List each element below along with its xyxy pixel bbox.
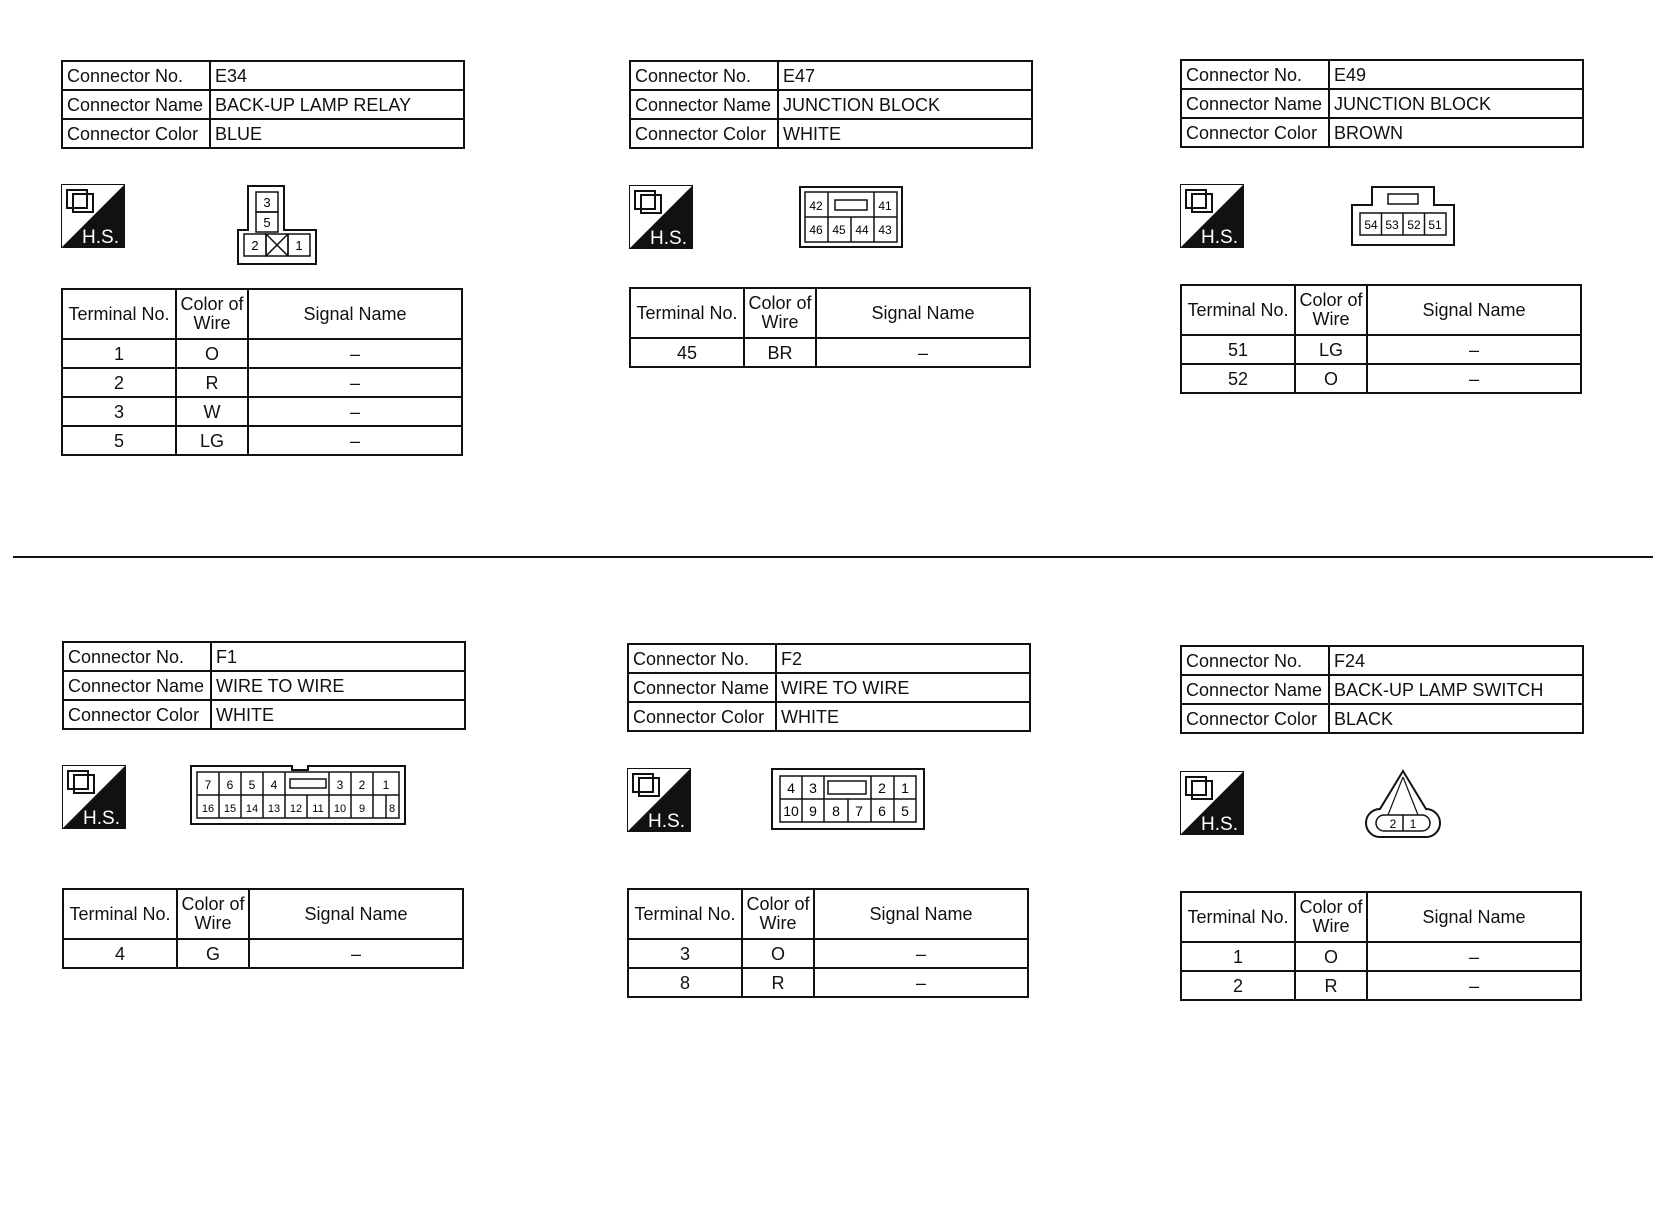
pin-label: 4 [270, 778, 278, 792]
terminal-table [62, 888, 464, 969]
connector-no-value: E49 [1329, 60, 1583, 89]
pin-label: 12 [289, 803, 303, 815]
table-row: 3 W – [62, 397, 462, 426]
connector-info-table [629, 60, 1033, 149]
pin-label: 54 [1364, 218, 1378, 232]
connector-no-value: F24 [1329, 646, 1583, 675]
pin-label: 52 [1407, 218, 1421, 232]
label-connector-color: Connector Color [630, 119, 778, 148]
pin-label: 1 [1409, 817, 1417, 831]
pin-label: 2 [878, 780, 886, 796]
table-row: 2 R – [62, 368, 462, 397]
header-color-of-wire: Color of Wire [1295, 892, 1367, 942]
pin-label: 6 [878, 803, 886, 819]
header-terminal-no: Terminal No. [62, 289, 176, 339]
table-row: 52 O – [1181, 364, 1581, 393]
connector-name-value: BACK-UP LAMP RELAY [210, 90, 464, 119]
terminal-table [627, 888, 1029, 998]
pin-label: 3 [336, 778, 344, 792]
pin-label: 53 [1385, 218, 1399, 232]
pin-label: 6 [226, 778, 234, 792]
pin-label: 2 [1389, 817, 1397, 831]
header-signal-name: Signal Name [814, 889, 1028, 939]
pin-label: 5 [248, 778, 256, 792]
pin-label: 7 [204, 778, 212, 792]
header-signal-name: Signal Name [816, 288, 1030, 338]
header-color-of-wire: Color of Wire [1295, 285, 1367, 335]
section-divider [13, 556, 1653, 558]
connector-name-value: JUNCTION BLOCK [1329, 89, 1583, 118]
connector-pin-diagram [771, 768, 925, 830]
hs-label: H.S. [650, 228, 687, 249]
connector-color-value: BLUE [210, 119, 464, 148]
header-signal-name: Signal Name [248, 289, 462, 339]
harness-side-icon [1180, 184, 1244, 248]
connector-info-table [1180, 59, 1584, 148]
connector-info-table [627, 643, 1031, 732]
pin-label: 42 [809, 199, 823, 213]
header-terminal-no: Terminal No. [1181, 892, 1295, 942]
terminal-table [1180, 284, 1582, 394]
hs-label: H.S. [83, 808, 120, 829]
connector-name-value: WIRE TO WIRE [776, 673, 1030, 702]
connector-pin-diagram [799, 186, 903, 248]
pin-label: 46 [809, 223, 823, 237]
pin-label: 4 [787, 780, 795, 796]
pin-label: 45 [832, 223, 846, 237]
connector-name-value: WIRE TO WIRE [211, 671, 465, 700]
hs-label: H.S. [648, 811, 685, 832]
pin-label: 10 [333, 803, 347, 815]
pin-label: 3 [263, 195, 271, 210]
table-row: 1 O – [62, 339, 462, 368]
header-color-of-wire: Color of Wire [742, 889, 814, 939]
pin-label: 51 [1428, 218, 1442, 232]
header-terminal-no: Terminal No. [63, 889, 177, 939]
pin-label: 9 [809, 803, 817, 819]
connector-color-value: BROWN [1329, 118, 1583, 147]
connector-info-table [1180, 645, 1584, 734]
table-row: 4 G – [63, 939, 463, 968]
label-connector-no: Connector No. [1181, 646, 1329, 675]
label-connector-name: Connector Name [62, 90, 210, 119]
connector-info-table [61, 60, 465, 149]
hs-label: H.S. [1201, 814, 1238, 835]
label-connector-name: Connector Name [628, 673, 776, 702]
pin-label: 2 [251, 238, 259, 253]
connector-color-value: WHITE [778, 119, 1032, 148]
harness-side-icon [62, 765, 126, 829]
harness-side-icon [629, 185, 693, 249]
pin-label: 5 [901, 803, 909, 819]
header-signal-name: Signal Name [1367, 285, 1581, 335]
pin-label: 2 [358, 778, 366, 792]
label-connector-color: Connector Color [1181, 118, 1329, 147]
connector-pin-diagram [1350, 185, 1456, 247]
label-connector-no: Connector No. [62, 61, 210, 90]
header-signal-name: Signal Name [249, 889, 463, 939]
pin-label: 1 [382, 778, 390, 792]
label-connector-name: Connector Name [630, 90, 778, 119]
pin-label: 10 [783, 803, 799, 819]
header-color-of-wire: Color of Wire [744, 288, 816, 338]
header-color-of-wire: Color of Wire [176, 289, 248, 339]
table-row: 5 LG – [62, 426, 462, 455]
harness-side-icon [627, 768, 691, 832]
connector-pin-diagram [1364, 769, 1442, 839]
table-row: 51 LG – [1181, 335, 1581, 364]
pin-label: 5 [263, 215, 271, 230]
connector-no-value: E34 [210, 61, 464, 90]
pin-label: 43 [878, 223, 892, 237]
label-connector-no: Connector No. [630, 61, 778, 90]
label-connector-color: Connector Color [63, 700, 211, 729]
label-connector-color: Connector Color [628, 702, 776, 731]
connector-color-value: BLACK [1329, 704, 1583, 733]
label-connector-name: Connector Name [63, 671, 211, 700]
connector-no-value: F1 [211, 642, 465, 671]
connector-name-value: JUNCTION BLOCK [778, 90, 1032, 119]
pin-label: 9 [358, 803, 366, 815]
header-terminal-no: Terminal No. [628, 889, 742, 939]
pin-label: 11 [312, 803, 324, 815]
pin-label: 3 [809, 780, 817, 796]
table-row: 2 R – [1181, 971, 1581, 1000]
connector-info-table [62, 641, 466, 730]
connector-no-value: E47 [778, 61, 1032, 90]
pin-label: 8 [832, 803, 840, 819]
pin-label: 1 [901, 780, 909, 796]
pin-label: 44 [855, 223, 869, 237]
connector-pin-diagram [190, 764, 406, 826]
table-row: 8 R – [628, 968, 1028, 997]
header-terminal-no: Terminal No. [1181, 285, 1295, 335]
hs-label: H.S. [82, 227, 119, 248]
hs-label: H.S. [1201, 227, 1238, 248]
table-row: 1 O – [1181, 942, 1581, 971]
label-connector-color: Connector Color [1181, 704, 1329, 733]
table-row: 3 O – [628, 939, 1028, 968]
label-connector-name: Connector Name [1181, 675, 1329, 704]
terminal-table [1180, 891, 1582, 1001]
label-connector-name: Connector Name [1181, 89, 1329, 118]
pin-label: 14 [245, 803, 259, 815]
connector-name-value: BACK-UP LAMP SWITCH [1329, 675, 1583, 704]
connector-pin-diagram [236, 184, 320, 266]
label-connector-no: Connector No. [1181, 60, 1329, 89]
label-connector-no: Connector No. [63, 642, 211, 671]
terminal-table [629, 287, 1031, 368]
header-signal-name: Signal Name [1367, 892, 1581, 942]
table-row: 45 BR – [630, 338, 1030, 367]
header-terminal-no: Terminal No. [630, 288, 744, 338]
header-color-of-wire: Color of Wire [177, 889, 249, 939]
label-connector-no: Connector No. [628, 644, 776, 673]
label-connector-color: Connector Color [62, 119, 210, 148]
harness-side-icon [61, 184, 125, 248]
pin-label: 15 [223, 803, 237, 815]
connector-color-value: WHITE [211, 700, 465, 729]
pin-label: 8 [388, 803, 396, 815]
pin-label: 41 [878, 199, 892, 213]
harness-side-icon [1180, 771, 1244, 835]
terminal-table [61, 288, 463, 456]
connector-color-value: WHITE [776, 702, 1030, 731]
connector-no-value: F2 [776, 644, 1030, 673]
pin-label: 16 [201, 803, 215, 815]
pin-label: 7 [855, 803, 863, 819]
pin-label: 1 [295, 238, 303, 253]
pin-label: 13 [267, 803, 281, 815]
